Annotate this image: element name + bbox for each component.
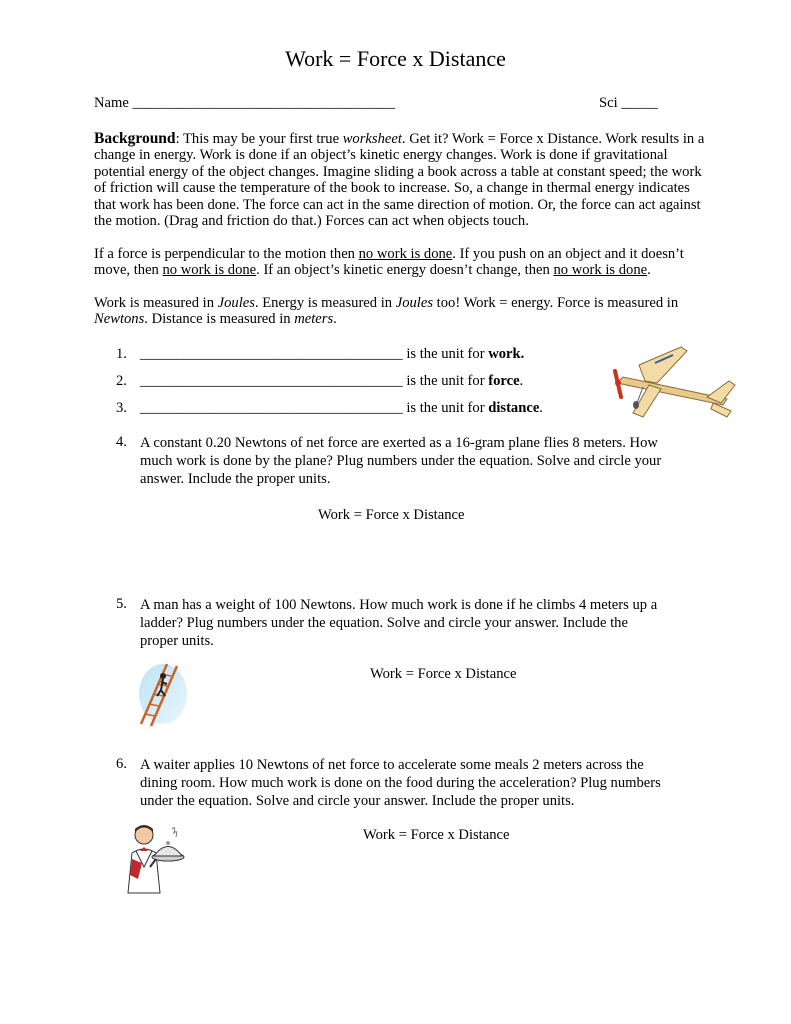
equation: Work = Force x Distance: [370, 666, 517, 682]
question-number: 5.: [116, 596, 127, 612]
page-title: Work = Force x Distance: [285, 46, 506, 71]
background-label: Background: [94, 130, 176, 147]
equation: Work = Force x Distance: [318, 507, 465, 523]
name-blank[interactable]: ____________________________________: [132, 95, 396, 111]
question-number: 4.: [116, 434, 127, 450]
name-line: [94, 95, 395, 111]
fill-item: ____________________________________ is the unit for work.: [140, 346, 525, 362]
perpendicular-paragraph: If a force is perpendicular to the motion then no work is done. If you push on an object and it doesn’t move, then no work is done. If an object’s kinetic energy doesn’t change, then no work is done.: [94, 246, 684, 279]
fill-item: ____________________________________ is the unit for distance.: [140, 400, 543, 416]
question-number: 6.: [116, 756, 127, 772]
sci-label: Sci: [599, 95, 618, 111]
units-paragraph: Work is measured in Joules. Energy is measured in Joules too! Work = energy. Force is measured in Newtons. Distance is measured in meters.: [94, 295, 679, 328]
answer-blank[interactable]: ____________________________________: [140, 346, 403, 362]
sci-blank[interactable]: _____: [621, 95, 658, 111]
answer-blank[interactable]: ____________________________________: [140, 400, 403, 416]
balsa-airplane-illustration: [603, 343, 741, 425]
equation: Work = Force x Distance: [363, 827, 510, 843]
question-text: A man has a weight of 100 Newtons. How much work is done if he climbs 4 meters up a ladder? Plug numbers under the equation. Solve and circle your answer. Include the proper units.: [140, 597, 658, 650]
name-label: Name: [94, 95, 129, 111]
item-number: 2.: [116, 373, 127, 389]
sci-line: [599, 95, 658, 111]
ladder-climber-illustration: [133, 662, 189, 728]
background-paragraph: Background: This may be your first true worksheet. Get it? Work = Force x Distance. Work results in a change in energy. Work is done if an object’s kinetic energy changes. Work is done if gravitational potential energy of the object changes. Imagine sliding a book across a table at constant speed; the work of friction will cause the temperature of the book to increase. So, a change in thermal energy indicates that work has been done. The force can act in the same direction of motion. Or, the force can act against the motion. (Drag and friction do that.) Forces can act when objects touch.: [94, 130, 705, 230]
item-number: 3.: [116, 400, 127, 416]
question-text: A waiter applies 10 Newtons of net force to accelerate some meals 2 meters across the dining room. How much work is done on the food during the acceleration? Plug numbers under the equation. Solve and circle your answer. Include the proper units.: [140, 757, 661, 810]
question-text: A constant 0.20 Newtons of net force are exerted as a 16-gram plane flies 8 meters. How much work is done by the plane? Plug numbers under the equation. Solve and circle your answer. Include the proper units.: [140, 435, 662, 488]
waiter-illustration: [120, 823, 186, 895]
item-number: 1.: [116, 346, 127, 362]
fill-item: ____________________________________ is the unit for force.: [140, 373, 524, 389]
answer-blank[interactable]: ____________________________________: [140, 373, 403, 389]
